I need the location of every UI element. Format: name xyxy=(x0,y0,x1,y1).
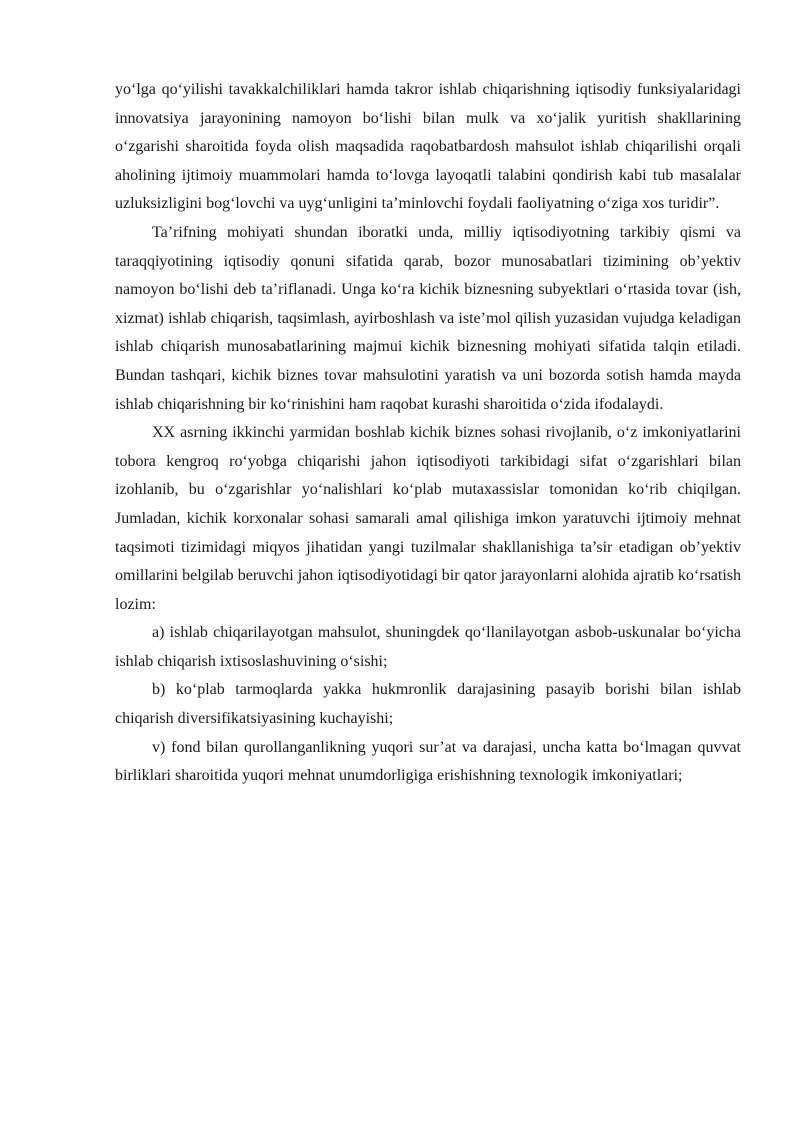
document-body xyxy=(115,76,741,791)
list-item-v: v) fond bilan qurollanganlikning yuqori sur’at va darajasi, uncha katta bo‘lmagan quvvat birliklari sharoitida yuqori mehnat unumdorligiga erishishning texnologik imkoniyatlari; xyxy=(115,738,741,785)
paragraph-continuation: yo‘lga qo‘yilishi tavakkalchiliklari hamda takror ishlab chiqarishning iqtisodiy funksiyalaridagi innovatsiya jarayonining namoyon bo‘lishi bilan mulk va xo‘jalik yuritish shakllarining o‘zgarishi sharoitida foyda olish maqsadida raqobatbardosh mahsulot ishlab chiqarilishi orqali aholining ijtimoiy muammolari hamda to‘lovga layoqatli talabini qondirish kabi tub masalalar uzluksizligini bog‘lovchi va uyg‘unligini ta’minlovchi foydali faoliyatning o‘ziga xos turidir”. xyxy=(115,81,741,213)
paragraph-definition-essence: Ta’rifning mohiyati shundan iboratki unda, milliy iqtisodiyotning tarkibiy qismi va taraqqiyotining iqtisodiy qonuni sifatida qarab, bozor munosabatlari tizimining ob’yektiv namoyon bo‘lishi deb ta’riflanadi. Unga ko‘ra kichik biznesning subyektlari o‘rtasida tovar (ish, xizmat) ishlab chiqarish, taqsimlash, ayirboshlash va iste’mol qilish yuzasidan vujudga keladigan ishlab chiqarish munosabatlarining majmui kichik biznesning mohiyati sifatida talqin etiladi. Bundan tashqari, kichik biznes tovar mahsulotini yaratish va uni bozorda sotish hamda mayda ishlab chiqarishning bir ko‘rinishini ham raqobat kurashi sharoitida o‘zida ifodalaydi. xyxy=(115,223,741,413)
list-item-a: a) ishlab chiqarilayotgan mahsulot, shuningdek qo‘llanilayotgan asbob-uskunalar bo‘yicha ishlab chiqarish ixtisoslashuvining o‘sishi; xyxy=(115,624,741,670)
list-item-b: b) ko‘plab tarmoqlarda yakka hukmronlik darajasining pasayib borishi bilan ishlab chiqarish diversifikatsiyasining kuchayishi; xyxy=(115,681,741,728)
paragraph-xx-century: XX asrning ikkinchi yarmidan boshlab kichik biznes sohasi rivojlanib, o‘z imkoniyatlarini tobora kengroq ro‘yobga chiqarishi jahon iqtisodiyoti tarkibidagi sifat o‘zgarishlari bilan izohlanib, bu o‘zgarishlar yo‘nalishlari ko‘plab mutaxassislar tomonidan ko‘rib chiqilgan. Jumladan, kichik korxonalar sohasi samarali amal qilishiga imkon yaratuvchi ijtimoiy mehnat taqsimoti tizimidagi miqyos jihatidan yangi tuzilmalar shakllanishiga ta’sir etadigan ob’yektiv omillarini belgilab beruvchi jahon iqtisodiyotidagi bir qator jarayonlarni alohida ajratib ko‘rsatish lozim: xyxy=(115,424,741,613)
